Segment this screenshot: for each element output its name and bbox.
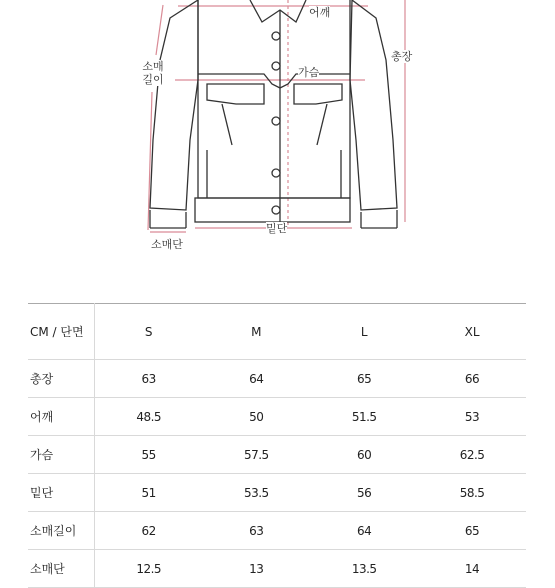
cell-value: 13 <box>202 550 310 588</box>
corner-header: CM / 단면 <box>28 304 95 360</box>
button-1 <box>272 32 280 40</box>
table-row <box>28 398 526 436</box>
cuff-label: 소매단 <box>151 238 183 251</box>
size-header-s: S <box>95 304 203 360</box>
button-5 <box>272 206 280 214</box>
total-length-label: 총장 <box>391 50 413 63</box>
cell-value: 51.5 <box>310 398 418 436</box>
hem-label: 밑단 <box>266 222 288 235</box>
cell-value: 65 <box>418 512 526 550</box>
cell-value: 65 <box>310 360 418 398</box>
table-row <box>28 436 526 474</box>
row-label: 밑단 <box>28 474 95 512</box>
size-header-l: L <box>310 304 418 360</box>
cell-value: 57.5 <box>202 436 310 474</box>
cell-value: 51 <box>95 474 203 512</box>
cell-value: 56 <box>310 474 418 512</box>
button-4 <box>272 169 280 177</box>
left-chest-pocket <box>207 84 264 104</box>
table-row <box>28 360 526 398</box>
sleeve-measure-line-top <box>156 5 163 55</box>
cell-value: 63 <box>95 360 203 398</box>
jacket-collar <box>250 0 306 22</box>
row-label: 어깨 <box>28 398 95 436</box>
row-label: 소매길이 <box>28 512 95 550</box>
cell-value: 48.5 <box>95 398 203 436</box>
sleeve-length-label: 소매길이 <box>138 60 168 86</box>
table-row <box>28 512 526 550</box>
cell-value: 63 <box>202 512 310 550</box>
size-header-xl: XL <box>418 304 526 360</box>
jacket-measurement-diagram <box>0 0 555 270</box>
cell-value: 13.5 <box>310 550 418 588</box>
cell-value: 60 <box>310 436 418 474</box>
cell-value: 53 <box>418 398 526 436</box>
table-row <box>28 550 526 588</box>
size-chart-table <box>28 303 526 588</box>
left-sleeve <box>150 0 198 210</box>
cell-value: 62 <box>95 512 203 550</box>
cell-value: 64 <box>310 512 418 550</box>
sleeve-measure-line-bottom <box>148 92 152 230</box>
size-header-m: M <box>202 304 310 360</box>
row-label: 가슴 <box>28 436 95 474</box>
cell-value: 53.5 <box>202 474 310 512</box>
size-header-row <box>28 304 526 360</box>
table-row <box>28 474 526 512</box>
cell-value: 64 <box>202 360 310 398</box>
cell-value: 12.5 <box>95 550 203 588</box>
cell-value: 66 <box>418 360 526 398</box>
cell-value: 14 <box>418 550 526 588</box>
cell-value: 55 <box>95 436 203 474</box>
row-label: 총장 <box>28 360 95 398</box>
right-chest-pocket <box>294 84 342 104</box>
button-2 <box>272 62 280 70</box>
cell-value: 62.5 <box>418 436 526 474</box>
cell-value: 58.5 <box>418 474 526 512</box>
right-sleeve <box>350 0 397 210</box>
cell-value: 50 <box>202 398 310 436</box>
jacket-body <box>198 0 350 198</box>
chest-label: 가슴 <box>298 66 320 79</box>
shoulder-label: 어깨 <box>309 6 331 19</box>
button-3 <box>272 117 280 125</box>
row-label: 소매단 <box>28 550 95 588</box>
